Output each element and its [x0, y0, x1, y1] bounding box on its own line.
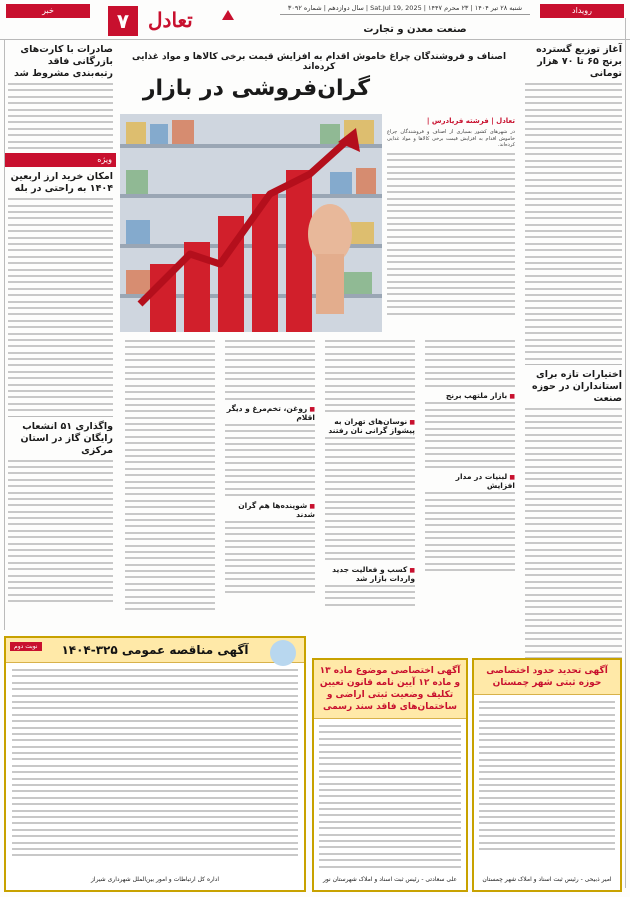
- main-author: تعادل | فرشته فریادرس |: [426, 117, 515, 125]
- main-intro-text: در شهرهای کشور بسیاری از اصناف و فروشندگان چراغ خاموش اقدام به افزایش قیمت برخی کالاها و مواد غذایی کرده‌اند.: [387, 129, 515, 149]
- shiraz-logo-icon: [270, 640, 296, 666]
- left-story1-title[interactable]: صادرات با کارت‌های بازرگانی فاقد رتبه‌بندی مشروط شد: [14, 44, 113, 79]
- left-story3-body: [8, 460, 113, 603]
- right-story2-body: [525, 408, 622, 678]
- newspaper-logo: تعادل: [148, 8, 193, 32]
- right-story1-title[interactable]: آغاز توزیع گسترده برنج ۶۵ تا ۷۰ هزار تومانی: [536, 44, 622, 79]
- subhead-dairy: ■ لبنیات در مدار افزایش: [425, 472, 515, 490]
- logo-triangle-icon: [222, 10, 234, 20]
- left-column: [4, 40, 116, 630]
- page-number: ۷: [108, 6, 138, 36]
- subhead-oil: ■ روغن، تخم‌مرغ و دیگر اقلام: [225, 404, 315, 422]
- boundary-ad-title: آگهی تحدید حدود اختصاصی حوزه ثبتی شهر چمستان: [474, 660, 620, 695]
- body-column-2: [322, 340, 418, 610]
- price-chart-illustration: [120, 114, 382, 332]
- subhead-detergent: ■ شوینده‌ها هم گران شدند: [225, 501, 315, 519]
- registration-ad-title: آگهی اختصاصی موضوع ماده ۱۳ و ماده ۱۲ آیین نامه قانون تعیین تکلیف وضعیت ثبتی اراضی و ساختمان‌های فاقد سند رسمی: [314, 660, 466, 719]
- main-photo: [120, 114, 382, 332]
- tender-ad-badge: نوبت دوم: [10, 642, 42, 651]
- registration-ad-sign: علی سعادتی - رئیس ثبت اسناد و املاک شهرستان نور: [323, 876, 457, 883]
- registration-ad-body: [319, 725, 461, 868]
- left-story1-body: [8, 83, 113, 149]
- subhead-rice: ■ بازار ملتهب برنج: [425, 391, 515, 400]
- boundary-ad-body: [479, 701, 615, 850]
- main-headline[interactable]: گران‌فروشی در بازار: [142, 76, 370, 101]
- section-title: صنعت معدن و تجارت: [363, 24, 467, 35]
- main-kicker: اصناف و فروشندگان چراغ خاموش اقدام به افزایش قیمت برخی کالاها و مواد غذایی کرده‌اند: [131, 52, 507, 72]
- subhead-bread: ■ نوسان‌های تهران به پیشواز گرانی نان رفتند: [325, 417, 415, 435]
- tender-ad[interactable]: [4, 636, 306, 892]
- tender-ad-title: آگهی مناقصه عمومی ۳۲۵-۱۴۰۴: [6, 638, 304, 663]
- main-story: [120, 40, 518, 635]
- main-intro: [384, 114, 518, 324]
- registration-ad[interactable]: [312, 658, 468, 892]
- boundary-ad-sign: امیر ذبیحی - رئیس ثبت اسناد و املاک شهر چمستان: [482, 876, 612, 883]
- tender-ad-footer: اداره کل ارتباطات و امور بین‌الملل شهرداری شیراز: [91, 876, 219, 883]
- left-story3-title[interactable]: واگذاری ۵۱ انشعاب رایگان گاز در استان مرکزی: [8, 416, 113, 457]
- right-story2-title[interactable]: اختیارات تازه برای استانداران در حوزه صنعت: [525, 364, 622, 405]
- body-column-4: [122, 340, 218, 615]
- right-section-tag: رویداد: [540, 4, 624, 18]
- right-story1-body: [525, 83, 622, 360]
- main-intro-body: [387, 153, 515, 315]
- tender-ad-body: [12, 669, 298, 856]
- body-column-3: [222, 340, 318, 597]
- left-section-tag: خبر: [6, 4, 90, 18]
- dateline: شنبه ۲۸ تیر ۱۴۰۴ | ۲۳ محرم ۱۴۴۷ | Sat.Jul 19, 2025 | سال دوازدهم | شماره ۳۰۹۲: [280, 4, 530, 15]
- left-special-bar: ویژه: [5, 153, 116, 167]
- body-column-1: [422, 340, 518, 576]
- boundary-ad[interactable]: [472, 658, 622, 892]
- subhead-imports: ■ کسب و فعالیت جدید واردات بازار شد: [325, 565, 415, 583]
- left-story2-title[interactable]: امکان خرید ارز اربعین ۱۴۰۴ به راحتی در بله: [10, 171, 113, 195]
- left-story2-body: [8, 198, 113, 411]
